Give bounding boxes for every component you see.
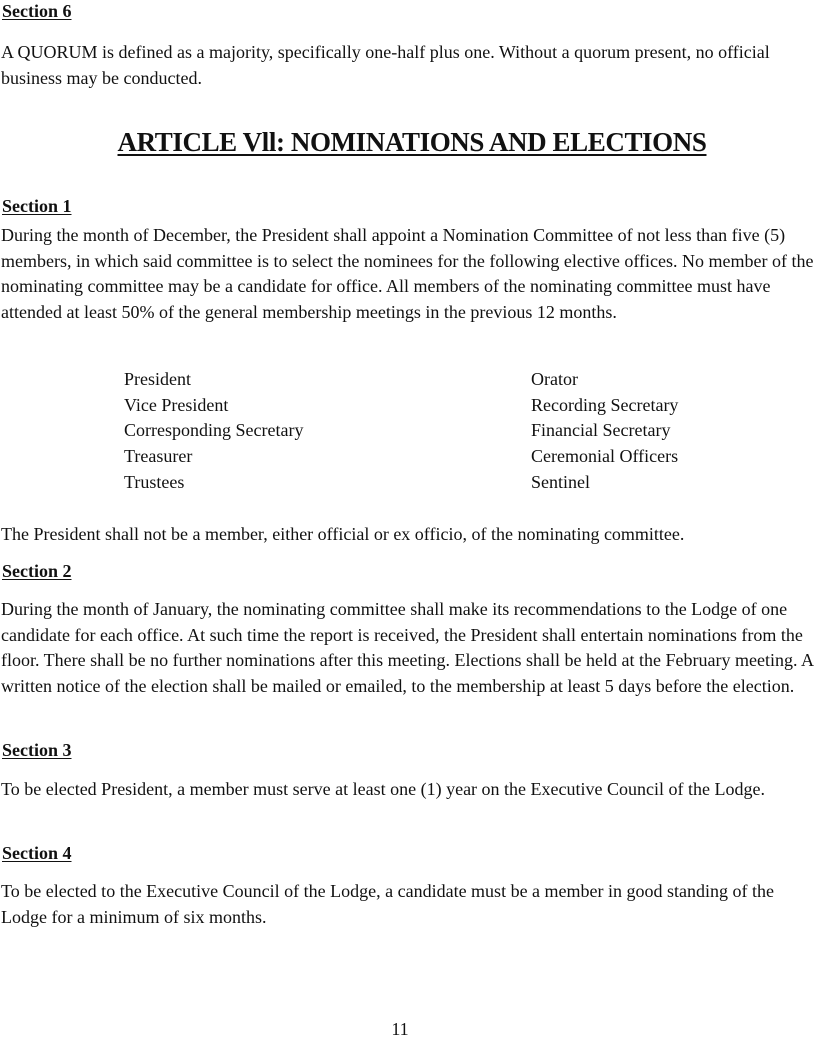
section-6-text: A QUORUM is defined as a majority, specifically one-half plus one. Without a quorum present, no official business may be conducted. <box>1 42 770 88</box>
section-4-text: To be elected to the Executive Council of the Lodge, a candidate must be a member in good standing of the Lodge for a minimum of six months. <box>1 881 774 927</box>
article-title: ARTICLE Vll: NOMINATIONS AND ELECTIONS <box>117 127 707 157</box>
office-item: Corresponding Secretary <box>124 420 304 441</box>
offices-right-column <box>531 367 678 496</box>
section-3-heading: Section 3 <box>2 740 72 760</box>
nominating-committee-note: The President shall not be a member, either official or ex officio, of the nominating committee. <box>1 524 685 544</box>
office-item: Treasurer <box>124 446 193 467</box>
office-item: Sentinel <box>531 471 590 492</box>
page-number: 11 <box>391 1019 409 1039</box>
office-item: Financial Secretary <box>531 420 671 441</box>
office-item: Recording Secretary <box>531 394 679 415</box>
office-item: Vice President <box>124 394 229 415</box>
section-3-text: To be elected President, a member must serve at least one (1) year on the Executive Council of the Lodge. <box>1 779 765 799</box>
section-1-text: During the month of December, the President shall appoint a Nomination Committee of not less than five (5) members, in which said committee is to select the nominees for the following elective offices. No member of the nominating committee may be a candidate for office. All members of the nominating committee must have attended at least 50% of the general membership meetings in the previous 12 months. <box>1 225 814 322</box>
section-4-heading: Section 4 <box>2 843 72 863</box>
section-2-text: During the month of January, the nominating committee shall make its recommendations to the Lodge of one candidate for each office. At such time the report is received, the President shall entertain nominations from the floor. There shall be no further nominations after this meeting. Elections shall be held at the February meeting. A written notice of the election shall be mailed or emailed, to the membership at least 5 days before the election. <box>1 599 813 696</box>
office-item: President <box>124 369 191 389</box>
section-2-heading: Section 2 <box>2 561 72 581</box>
office-item: Ceremonial Officers <box>531 446 679 467</box>
offices-left-column <box>124 367 303 496</box>
section-6-heading: Section 6 <box>2 1 72 21</box>
section-1-heading: Section 1 <box>2 196 72 216</box>
office-item: Orator <box>531 369 578 389</box>
office-item: Trustees <box>124 471 185 492</box>
